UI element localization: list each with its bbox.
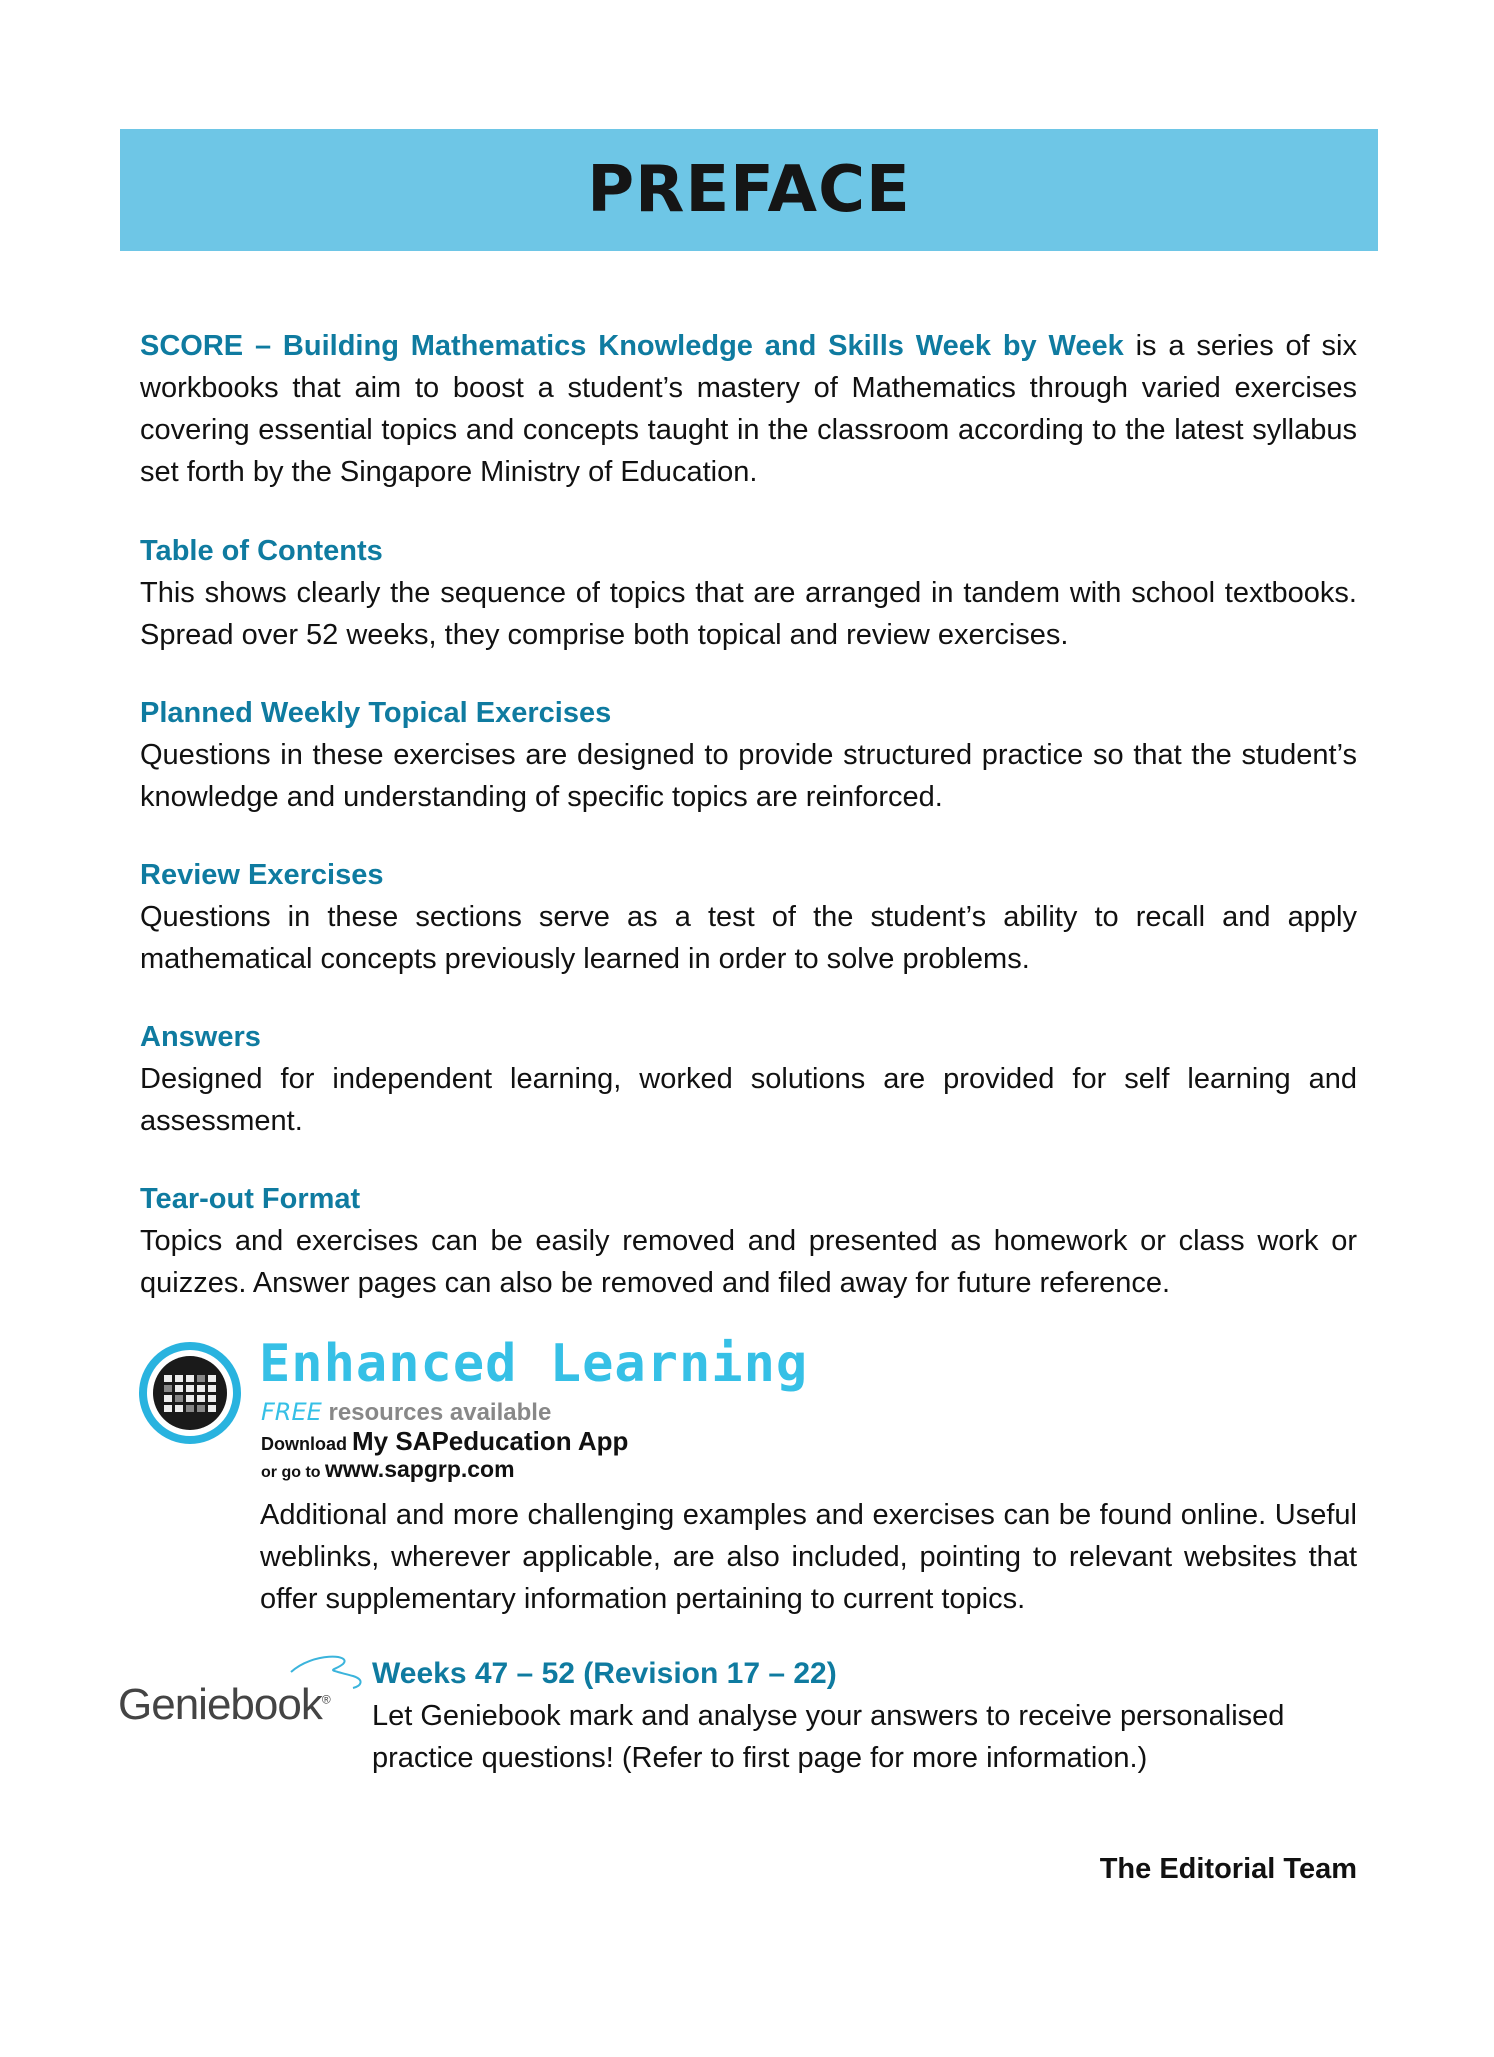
section-heading: Tear-out Format <box>140 1183 361 1215</box>
geniebook-body: Let Geniebook mark and analyse your answers to receive personalised practice questions! (Refer to first page for more information.) <box>372 1700 1285 1774</box>
section-heading: Answers <box>140 1021 261 1053</box>
website-link: or go to www.sapgrp.com <box>261 1456 515 1482</box>
download-app: Download My SAPeducation App <box>261 1426 629 1456</box>
section-body: Questions in these sections serve as a test of the student’s ability to recall and apply mathematical concepts previously learned in order to solve problems. <box>140 901 1357 975</box>
sap-app-icon <box>139 1342 241 1444</box>
section-heading: Review Exercises <box>140 859 384 891</box>
intro-section <box>140 325 1357 493</box>
section-tearout <box>140 1178 1357 1304</box>
enhanced-learning-text: Additional and more challenging examples and exercises can be found online. Useful weblinks, wherever applicable, are also included, pointing to relevant websites that offer supplementary information pertaining to current topics. <box>260 1499 1357 1615</box>
section-answers <box>140 1016 1357 1142</box>
series-title: SCORE – Building Mathematics Knowledge and Skills Week by Week <box>140 330 1124 362</box>
section-review <box>140 854 1357 980</box>
enhanced-learning-logo <box>139 1334 839 1485</box>
section-topical <box>140 692 1357 818</box>
section-body: Topics and exercises can be easily removed and presented as homework or class work or quizzes. Answer pages can also be removed and filed away for future reference. <box>140 1225 1357 1299</box>
enhanced-learning-title: Enhanced Learning <box>259 1334 809 1394</box>
title-banner <box>120 129 1378 251</box>
section-body: Questions in these exercises are designed to provide structured practice so that the student’s knowledge and understanding of specific topics are reinforced. <box>140 739 1357 813</box>
free-resources: FREE resources available <box>261 1398 552 1426</box>
section-body: This shows clearly the sequence of topics that are arranged in tandem with school textbooks. Spread over 52 weeks, they comprise both topical and review exercises. <box>140 577 1357 651</box>
section-heading: Table of Contents <box>140 535 383 567</box>
signature: The Editorial Team <box>1099 1853 1357 1885</box>
section-body: Designed for independent learning, worked solutions are provided for self learning and assessment. <box>140 1063 1357 1137</box>
intro-text: is a series of six workbooks that aim to boost a student’s mastery of Mathematics through varied exercises covering essential topics and concepts taught in the classroom according to the latest syllabus set forth by the Singapore Ministry of Education. <box>140 330 1357 488</box>
section-heading: Planned Weekly Topical Exercises <box>140 697 612 729</box>
section-toc <box>140 530 1357 656</box>
geniebook-heading: Weeks 47 – 52 (Revision 17 – 22) <box>372 1657 837 1690</box>
geniebook-section <box>372 1653 1357 1779</box>
geniebook-logo: Geniebook® <box>118 1650 358 1740</box>
page-title: PREFACE <box>587 153 911 227</box>
